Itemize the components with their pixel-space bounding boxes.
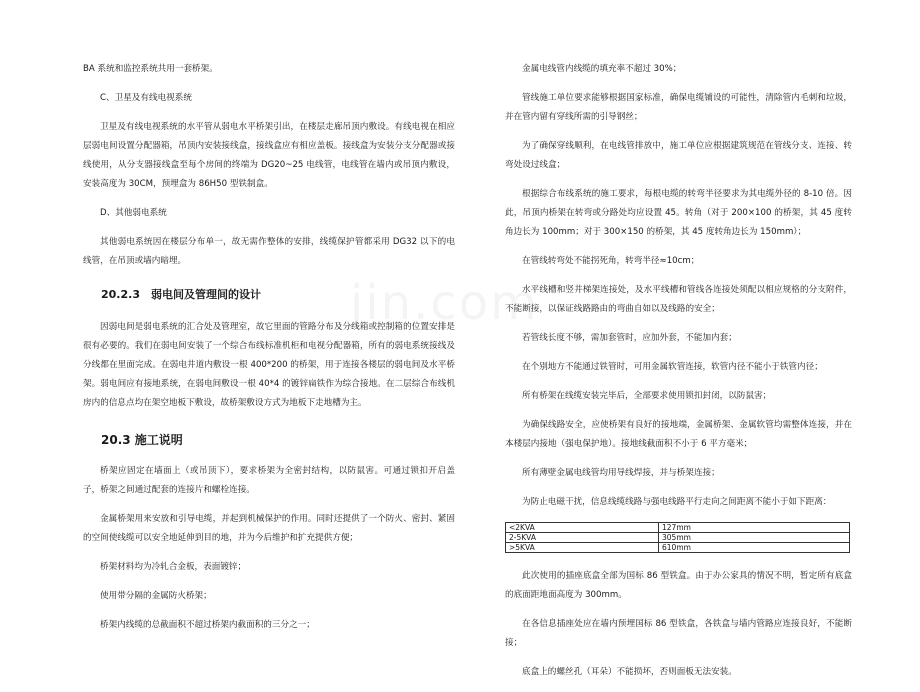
table-cell: >5KVA	[506, 543, 659, 553]
paragraph: 所有桥架在线缆安装完毕后，全部要求使用锁扣封闭，以防鼠害；	[522, 391, 772, 401]
paragraph: 为防止电磁干扰，信息线缆线路与强电线路平行走向之间距离不能小于如下距离：	[522, 497, 832, 507]
section-heading-20-3: 20.3 施工说明	[101, 433, 183, 447]
paragraph: 此次使用的插座底盒全部为国标 86 型铁盒。由于办公家具的情况不明，暂定所有底盒的底面距地面高度为 300mm。	[505, 571, 852, 600]
table-cell: 305mm	[659, 533, 850, 543]
paragraph: 因弱电间是弱电系统的汇合处及管理室，故它里面的管路分布及分线箱或控制箱的位置安排是很有必要的。我们在弱电间安装了一个综合布线标准机柜和电视分配器箱，所有的弱电系统接线及分线都在里面完成。在弱电井道内敷设一根 400*200 的桥架，用于连接各楼层的弱电间及水平桥架。弱电间应有接地系统，在弱电间敷设一根 40*4 的镀锌扁铁作为综合接地。在二层综合布线机房内的信息点均在架空地板下敷设，故桥架敷设方式为地板下走地槽为主。	[83, 322, 455, 408]
separation-distance-table	[505, 522, 850, 553]
paragraph: 其他弱电系统因在楼层分布单一，故无需作整体的安排，线缆保护管都采用 DG32 以下的电线管，在吊顶或墙内暗埋。	[83, 237, 455, 266]
paragraph: 桥架内线缆的总截面积不超过桥架内截面积的三分之一；	[100, 620, 315, 630]
subheading-d: D、其他弱电系统	[100, 208, 167, 218]
paragraph: 在各信息插座处应在墙内预埋国标 86 型铁盒，各铁盒与墙内管路应连接良好，不能断接；	[505, 619, 852, 648]
paragraph: 桥架材料均为冷轧合金板，表面镀锌；	[100, 562, 247, 572]
paragraph: BA 系统和监控系统共用一套桥架。	[83, 64, 218, 74]
paragraph: 金属桥架用来安放和引导电缆，并起到机械保护的作用。同时还提供了一个防火、密封、紧固的空间使线缆可以安全地延伸到目的地，并为今后维护和扩充提供方便；	[83, 514, 455, 543]
table-cell: 127mm	[659, 523, 850, 533]
paragraph: 金属电线管内线缆的填充率不超过 30%；	[522, 64, 682, 74]
paragraph: 根据综合布线系统的施工要求，每根电缆的转弯半径要求为其电缆外径的 8-10 倍。因此，吊顶内桥架在转弯或分路处均应设置 45。转角（对于 200×100 的桥架，其 45 度转角边长为 100mm；对于 300×150 的桥架，其 45 度转角边长为 150mm）；	[505, 189, 852, 237]
paragraph: 为了确保穿线顺利，在电线管排放中，施工单位应根据建筑规范在管线分支、连接、转弯处设过线盒；	[505, 141, 852, 170]
paragraph: 在个别地方不能通过铁管时，可用金属软管连接，软管内径不能小于铁管内径；	[522, 362, 823, 372]
subheading-c: C、卫星及有线电视系统	[100, 93, 192, 103]
table-row	[506, 543, 850, 553]
paragraph: 底盒上的螺丝孔（耳朵）不能损坏，否则面板无法安装。	[522, 667, 737, 677]
paragraph: 所有薄壁金属电线管均用导线焊接，并与桥架连接；	[522, 468, 720, 478]
table-cell: 610mm	[659, 543, 850, 553]
paragraph: 为确保线路安全，应使桥架有良好的接地端，金属桥架、金属软管均需整体连接，并在本楼层内接地（强电保护地）。接地线截面积不小于 6 平方毫米；	[505, 420, 852, 449]
right-column	[505, 60, 852, 692]
paragraph: 若管线长度不够，需加套管时，应加外套，不能加内套；	[522, 333, 737, 343]
paragraph: 水平线槽和竖井梯架连接处，及水平线槽和管线各连接处须配以相应规格的分支附件，不能断接，以保证线路路由的弯曲自如以及线路的安全；	[505, 285, 852, 314]
left-column	[83, 60, 455, 645]
section-heading-20-2-3: 20.2.3 弱电间及管理间的设计	[101, 288, 261, 301]
table-row	[506, 523, 850, 533]
table-row	[506, 533, 850, 543]
paragraph: 卫星及有线电视系统的水平管从弱电水平桥架引出，在楼层走廊吊顶内敷设。有线电视在相应层弱电间设置分配器箱，吊顶内安装接线盒，接线盒应有相应盖板。接线盒为安装分支分配器或接线使用，从分支器接线盒至每个房间的终端为 DG20~25 电线管，电线管在墙内或吊顶内敷设，安装高度为 30CM，预埋盒为 86H50 型铁制盒。	[83, 122, 455, 189]
paragraph: 使用带分隔的金属防火桥架；	[100, 591, 212, 601]
paragraph: 管线施工单位要求能够根据国家标准，确保电缆铺设的可能性，清除管内毛刺和垃圾，并在管内留有穿线所需的引导钢丝；	[505, 93, 852, 122]
paragraph: 在管线转弯处不能拐死角，转弯半径≈10cm；	[522, 256, 700, 266]
table-cell: 2-5KVA	[506, 533, 659, 543]
paragraph: 桥架应固定在墙面上（或吊顶下），要求桥架为全密封结构，以防鼠害。可通过锁扣开启盖子，桥架之间通过配套的连接片和螺栓连接。	[83, 466, 455, 495]
table-cell: <2KVA	[506, 523, 659, 533]
